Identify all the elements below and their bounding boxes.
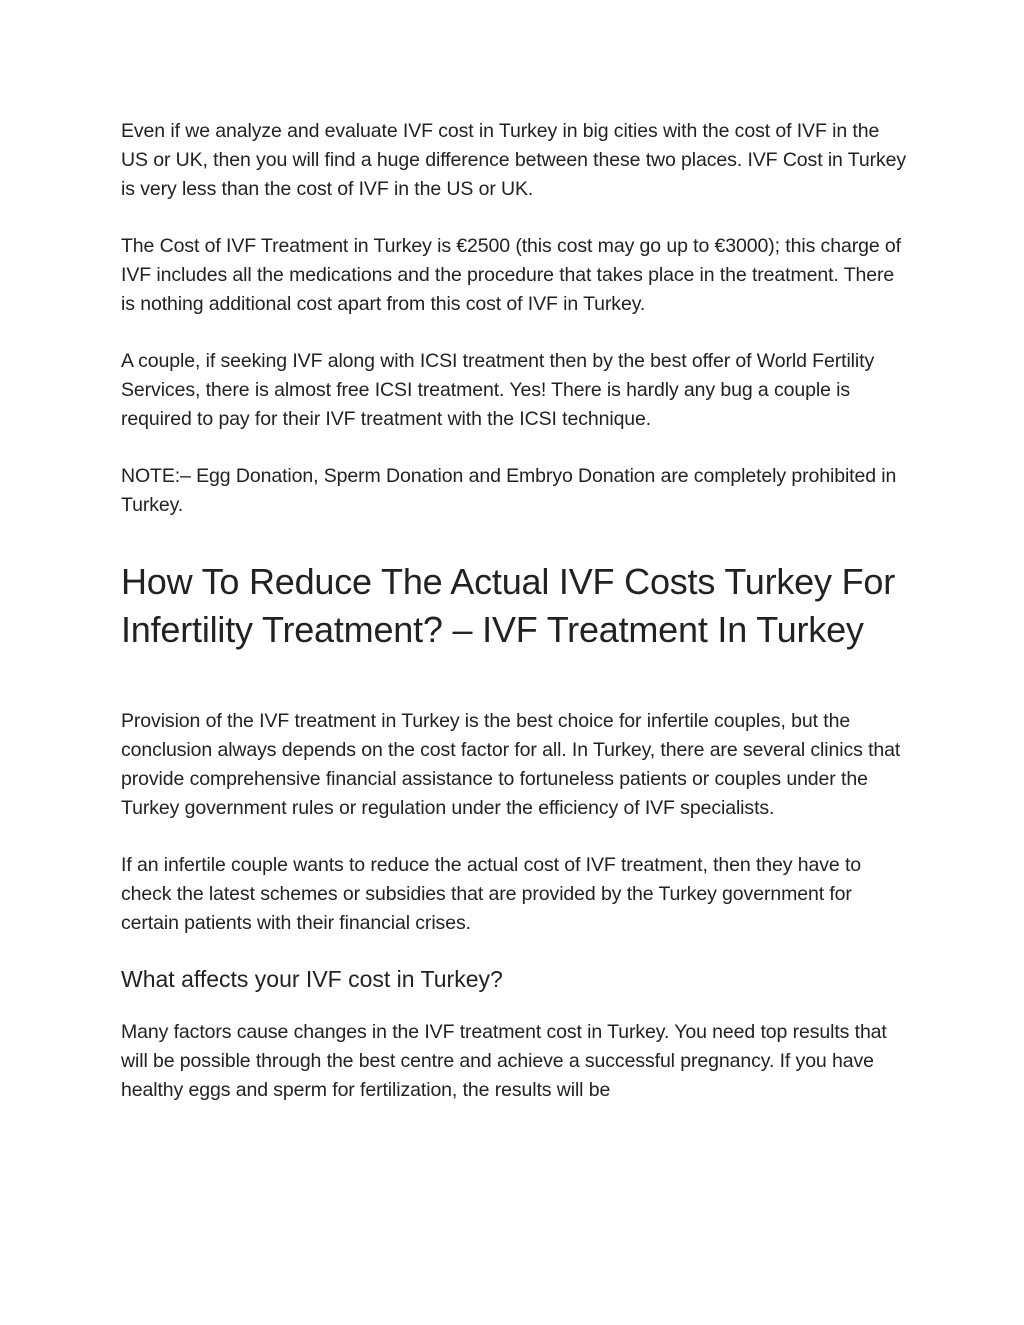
paragraph-factors: Many factors cause changes in the IVF treatment cost in Turkey. You need top results that will be possible through the best centre and achieve a successful pregnancy. If you have healthy eggs and sperm for fertilization, the results will be	[121, 1021, 887, 1101]
paragraph-subsidies: If an infertile couple wants to reduce the actual cost of IVF treatment, then they have to check the latest schemes or subsidies that are provided by the Turkey government for certain patients with their financial crises.	[121, 854, 862, 934]
heading-cost-factors: What affects your IVF cost in Turkey?	[121, 966, 503, 992]
document-page	[121, 117, 911, 1105]
paragraph-icsi-offer: A couple, if seeking IVF along with ICSI treatment then by the best offer of World Fertility Services, there is almost free ICSI treatment. Yes! There is hardly any bug a couple is required to pay for their IVF treatment with the ICSI technique.	[121, 350, 875, 430]
heading-reduce-costs: How To Reduce The Actual IVF Costs Turkey For Infertility Treatment? – IVF Treatment In Turkey	[121, 561, 896, 650]
paragraph-cost-comparison: Even if we analyze and evaluate IVF cost in Turkey in big cities with the cost of IVF in the US or UK, then you will find a huge difference between these two places. IVF Cost in Turkey is very less than the cost of IVF in the US or UK.	[121, 120, 907, 200]
paragraph-donation-note: NOTE:– Egg Donation, Sperm Donation and Embryo Donation are completely prohibited in Turkey.	[121, 465, 897, 516]
paragraph-provision: Provision of the IVF treatment in Turkey is the best choice for infertile couples, but the conclusion always depends on the cost factor for all. In Turkey, there are several clinics that provide comprehensive financial assistance to fortuneless patients or couples under the Turkey government rules or regulation under the efficiency of IVF specialists.	[121, 710, 901, 819]
paragraph-treatment-price: The Cost of IVF Treatment in Turkey is €2500 (this cost may go up to €3000); this charge of IVF includes all the medications and the procedure that takes place in the treatment. There is nothing additional cost apart from this cost of IVF in Turkey.	[121, 235, 901, 315]
